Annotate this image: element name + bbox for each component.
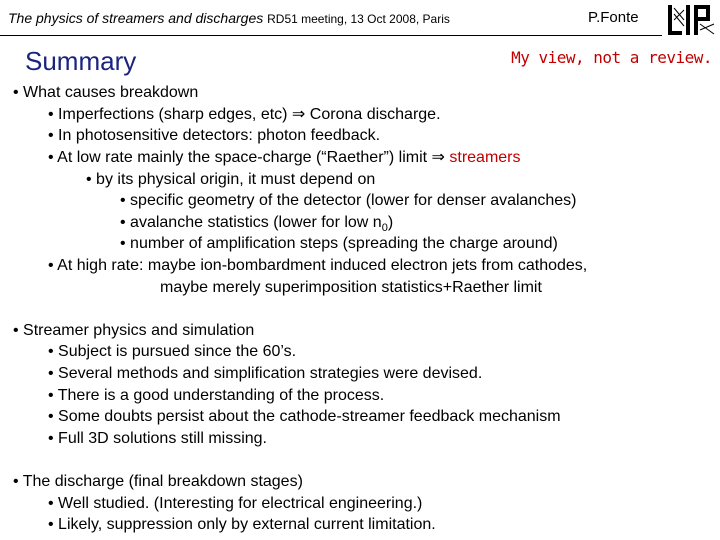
bullet-suppression: • Likely, suppression only by external current limitation.: [48, 516, 436, 533]
section-breakdown-title: • What causes breakdown: [13, 84, 199, 101]
header-title: [8, 10, 450, 26]
meeting-info: RD51 meeting, 13 Oct 2008, Paris: [267, 12, 450, 26]
section-streamer-title: • Streamer physics and simulation: [13, 322, 255, 339]
bullet-doubts: • Some doubts persist about the cathode-streamer feedback mechanism: [48, 408, 561, 425]
bullet-3d-missing: • Full 3D solutions still missing.: [48, 430, 267, 447]
bullet-physical-origin: • by its physical origin, it must depend on: [86, 171, 376, 188]
bullet-subject-pursued: • Subject is pursued since the 60’s.: [48, 343, 297, 360]
bullet-well-studied: • Well studied. (Interesting for electrical engineering.): [48, 495, 423, 512]
bullet-amplification-steps: • number of amplification steps (spreading the charge around): [120, 235, 558, 252]
bullet-avalanche-text: • avalanche statistics (lower for low n: [120, 214, 382, 231]
author-name: P.Fonte: [588, 9, 639, 26]
subscript-zero: 0: [381, 222, 388, 235]
bullet-geometry: • specific geometry of the detector (lower for denser avalanches): [120, 192, 577, 209]
bullet-imperfections: • Imperfections (sharp edges, etc) ⇒ Corona discharge.: [48, 106, 441, 123]
streamers-highlight: streamers: [449, 149, 521, 166]
handwritten-note: My view, not a review.: [511, 48, 712, 67]
header-divider: [0, 35, 662, 36]
bullet-methods: • Several methods and simplification strategies were devised.: [48, 365, 483, 382]
section-discharge-title: • The discharge (final breakdown stages): [13, 473, 303, 490]
bullet-high-rate: • At high rate: maybe ion-bombardment induced electron jets from cathodes,: [48, 257, 588, 274]
presentation-title: The physics of streamers and discharges: [8, 10, 264, 26]
slide-title: Summary: [25, 46, 137, 76]
lip-logo-icon: [666, 2, 716, 38]
bullet-understanding: • There is a good understanding of the process.: [48, 387, 385, 404]
bullet-photon-feedback: • In photosensitive detectors: photon feedback.: [48, 127, 381, 144]
bullet-high-rate-continued: maybe merely superimposition statistics+Raether limit: [160, 279, 542, 296]
bullet-space-charge: [48, 148, 521, 168]
bullet-avalanche-close: ): [387, 214, 394, 231]
bullet-space-charge-text: • At low rate mainly the space-charge (“Raether”) limit ⇒: [48, 149, 450, 166]
